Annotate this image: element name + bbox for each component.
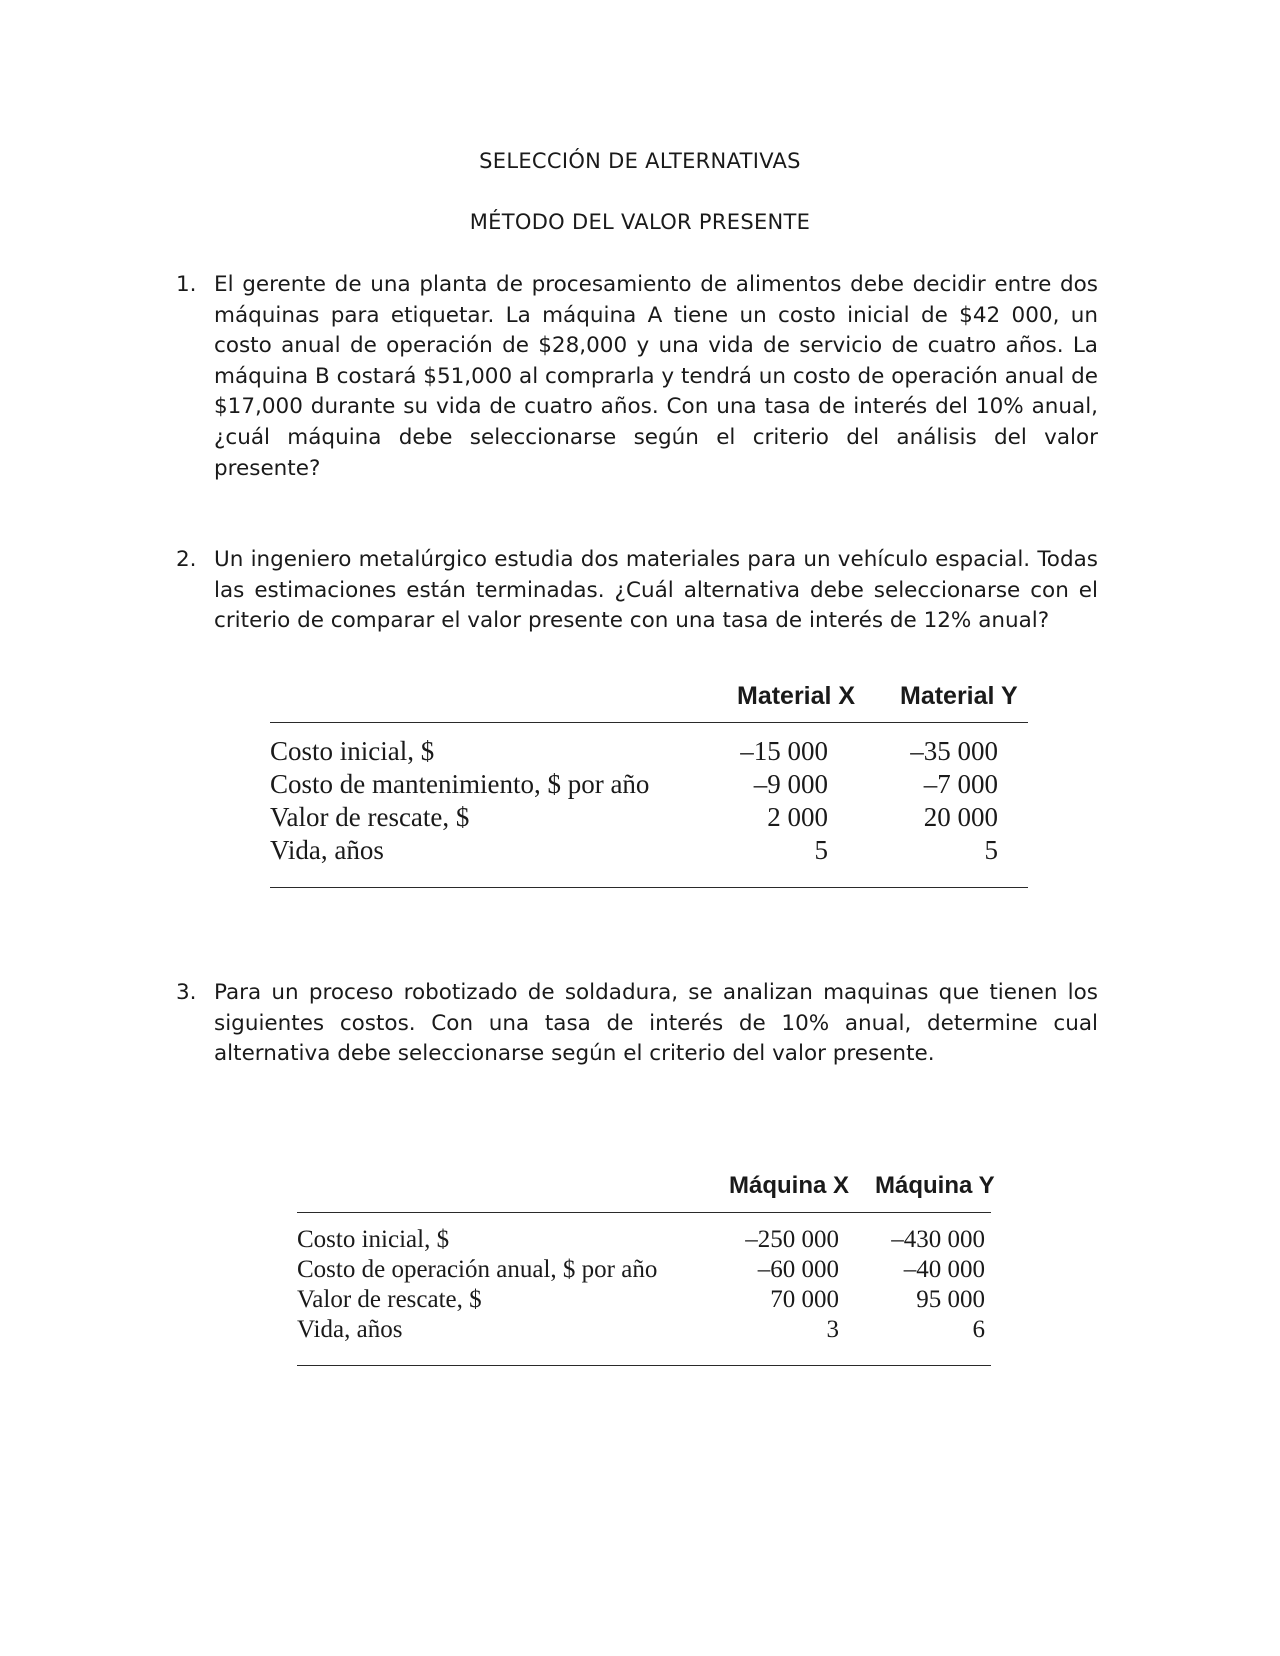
problem-text: Un ingeniero metalúrgico estudia dos materiales para un vehículo espacial. Todas las estimaciones están terminadas. ¿Cuál alternativa debe seleccionarse con el criterio de comparar el valor presente con una tasa de interés de 12% anual? [214, 547, 1098, 634]
row-label: Vida, años [270, 835, 384, 865]
problem-1 [176, 270, 1098, 484]
value-material-y: 20 000 [923, 802, 998, 832]
table-top-rule [297, 1212, 991, 1213]
table-row [297, 1286, 991, 1316]
problem-number: 2. [176, 547, 197, 572]
row-label: Costo inicial, $ [270, 736, 435, 766]
value-machine-y: 95 000 [916, 1286, 985, 1313]
row-label: Valor de rescate, $ [270, 802, 470, 832]
value-machine-y: –40 000 [903, 1256, 985, 1283]
problem-text: El gerente de una planta de procesamiento de alimentos debe decidir entre dos máquinas para etiquetar. La máquina A tiene un costo inicial de $42 000, un costo anual de operación de $28,000 y una vida de servicio de cuatro años. La máquina B costará $51,000 al comprarla y tendrá un costo de operación anual de $17,000 durante su vida de cuatro años. Con una tasa de interés del 10% anual, ¿cuál máquina debe seleccionarse según el criterio del análisis del valor presente? [214, 272, 1098, 481]
row-label: Valor de rescate, $ [297, 1286, 482, 1313]
problem-3 [176, 978, 1098, 1070]
table-row [270, 736, 1028, 769]
problem-2 [176, 545, 1098, 637]
table-row [270, 802, 1028, 835]
machines-table [297, 1172, 995, 1372]
column-header-machine-y: Máquina Y [875, 1172, 995, 1199]
table-bottom-rule [297, 1365, 991, 1366]
value-machine-x: –60 000 [757, 1256, 839, 1283]
value-machine-y: 6 [972, 1316, 985, 1343]
table-row [297, 1316, 991, 1346]
table-top-rule [270, 722, 1028, 723]
problem-text: Para un proceso robotizado de soldadura, se analizan maquinas que tienen los siguientes costos. Con una tasa de interés de 10% anual, determine cual alternativa debe seleccionarse según el criterio del valor presente. [214, 980, 1098, 1067]
table-bottom-rule [270, 887, 1028, 888]
value-machine-x: –250 000 [745, 1226, 839, 1253]
value-material-y: –35 000 [910, 736, 998, 766]
row-label: Vida, años [297, 1316, 403, 1343]
column-header-material-y: Material Y [900, 682, 1018, 710]
document-subtitle: MÉTODO DEL VALOR PRESENTE [469, 210, 811, 234]
value-machine-x: 3 [826, 1316, 839, 1343]
value-material-x: –15 000 [740, 736, 828, 766]
value-machine-x: 70 000 [770, 1286, 839, 1313]
value-material-y: 5 [984, 835, 998, 865]
row-label: Costo inicial, $ [297, 1226, 450, 1253]
value-material-y: –7 000 [923, 769, 998, 799]
value-material-x: 5 [814, 835, 828, 865]
problem-number: 3. [176, 980, 197, 1005]
row-label: Costo de mantenimiento, $ por año [270, 769, 650, 799]
table-row [270, 769, 1028, 802]
document-title: SELECCIÓN DE ALTERNATIVAS [479, 149, 801, 173]
table-row [297, 1256, 991, 1286]
column-header-material-x: Material X [737, 682, 856, 710]
value-machine-y: –430 000 [891, 1226, 985, 1253]
table-row [270, 835, 1028, 868]
problem-number: 1. [176, 272, 197, 297]
materials-table [270, 682, 1028, 892]
value-material-x: 2 000 [767, 802, 828, 832]
table-row [297, 1226, 991, 1256]
row-label: Costo de operación anual, $ por año [297, 1256, 658, 1283]
value-material-x: –9 000 [753, 769, 828, 799]
column-header-machine-x: Máquina X [729, 1172, 850, 1199]
